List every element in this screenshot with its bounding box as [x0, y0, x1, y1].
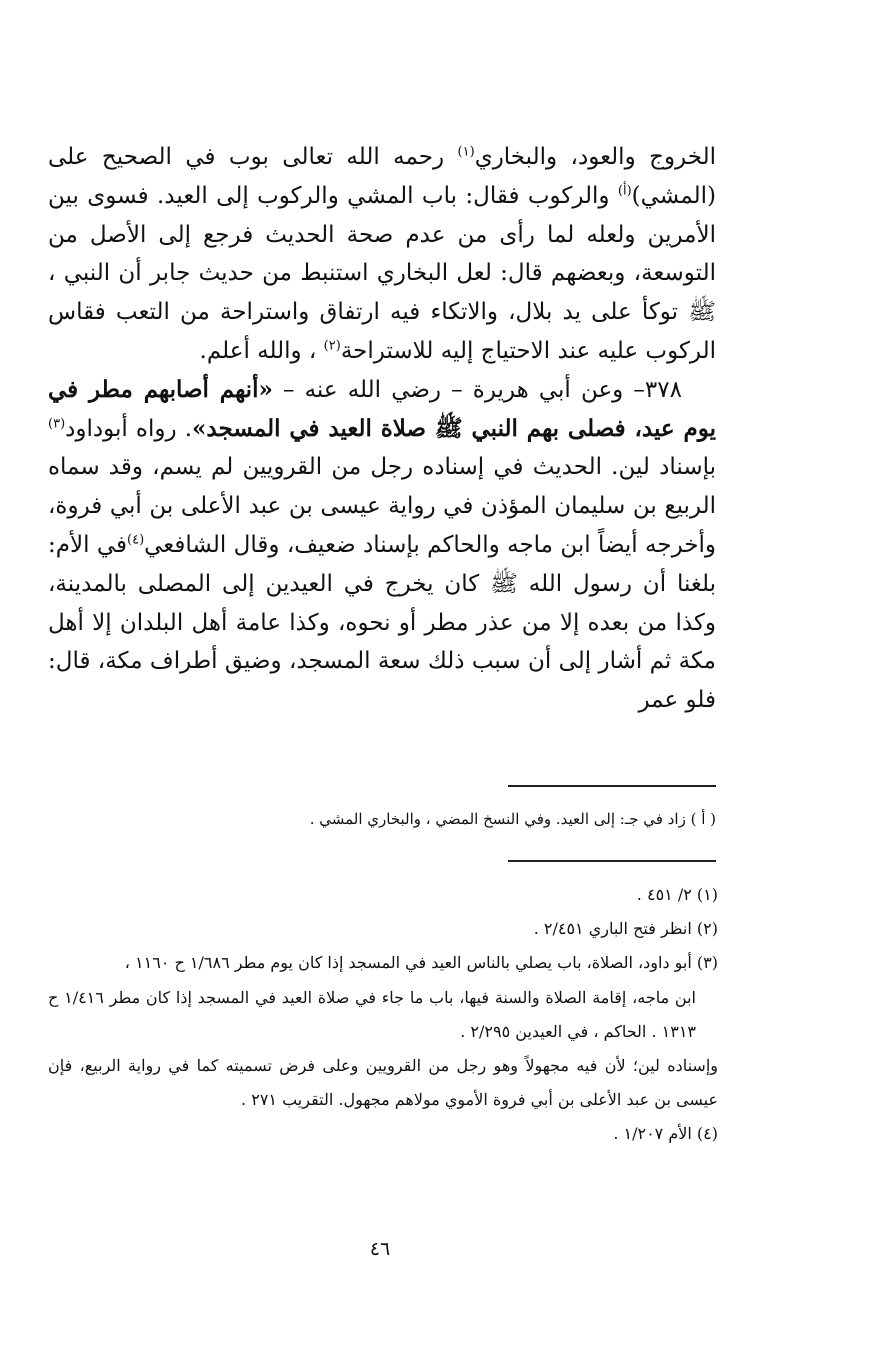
hadith-number: ٣٧٨ [644, 376, 682, 403]
footnote-1: (١) ٢/ ٤٥١ . [636, 885, 718, 904]
text-run: – وعن أبي هريرة – رضي الله عنه – [272, 376, 645, 403]
footnote-separator-rule [508, 860, 716, 862]
main-text [48, 138, 716, 720]
hadith-text: «أنهم أصابهم مطر في يوم عيد، فصلى بهم النبي ﷺ صلاة العيد في المسجد» [48, 375, 716, 442]
text-run: . رواه أبوداود [65, 415, 193, 442]
footnote-ref-4: (٤) [127, 532, 145, 548]
footnote-ref-3: (٣) [48, 415, 66, 431]
footnote-3-line-2: ابن ماجه، إقامة الصلاة والسنة فيها، باب ما جاء في صلاة العيد في المسجد إذا كان مطر ١/٤١٦ ح ١٣١٣ . الحاكم ، في العيدين ٢/٢٩٥ . [48, 987, 696, 1041]
separator-rule [508, 785, 716, 787]
footnote-2: (٢) انظر فتح الباري ٢/٤٥١ . [533, 919, 718, 939]
text-run: ، والله أعلم. [199, 337, 324, 364]
footnotes [48, 878, 718, 1152]
page-number: ٤٦ [369, 1238, 391, 1260]
footnote-ref-2: (٢) [323, 338, 341, 354]
footnote-3-line-1: (٣) أبو داود، الصلاة، باب يصلي بالناس العيد في المسجد إذا كان يوم مطر ١/٦٨٦ ح ١١٦٠ ، [124, 953, 718, 973]
footnote-ref-1: (١) [457, 144, 475, 160]
text-run: والركوب فقال: باب المشي والركوب إلى العيد. فسوى بين الأمرين ولعله لما رأى من عدم صحة الحديث فرجع إلى الأصل من التوسعة، وبعضهم قال: لعل البخاري استنبط من حديث جابر أن النبي ، ﷺ توكأ على يد بلال، والاتكاء فيه ارتفاق واستراحة من التعب فقاس الركوب عليه عند الاحتياج إليه للاستراحة [48, 182, 716, 364]
paragraph-commentary [48, 138, 716, 371]
text-run: رحمه الله تعالى بوب في الصحيح على (المشي) [48, 144, 716, 209]
paragraph-hadith [48, 371, 716, 720]
variant-note: ( أ ) زاد في جـ: إلى العيد. وفي النسخ المضي ، والبخاري المشي . [309, 810, 716, 828]
footnote-3-line-3: وإسناده لين؛ لأن فيه مجهولاً وهو رجل من القرويين وعلى فرض تسميته كما في رواية الربيع، فإن عيسى بن عبد الأعلى بن أبي فروة الأموي مولاهم مجهول. التقريب ٢٧١ . [48, 1056, 718, 1110]
text-run: في الأم: بلغنا أن رسول الله ﷺ كان يخرج في العيدين إلى المصلى بالمدينة، وكذا من بعده إلا من عذر مطر أو نحوه، وكذا عامة أهل البلدان إلا أهل مكة ثم أشار إلى أن سبب ذلك سعة المسجد، وضيق أطراف مكة، قال: فلو عمر [48, 531, 716, 714]
variant-ref-a: (أ) [617, 183, 632, 199]
text-run: بإسناد لين. الحديث في إسناده رجل من القرويين لم يسم، وقد سماه الربيع بن سليمان المؤذن في رواية عيسى بن عبد الأعلى بن أبي فروة، وأخرجه أيضاً ابن ماجه والحاكم بإسناد ضعيف، وقال الشافعي [48, 454, 716, 558]
text-run: الخروج والعود، والبخاري [474, 144, 716, 170]
footnote-4: (٤) الأم ١/٢٠٧ . [613, 1124, 718, 1144]
